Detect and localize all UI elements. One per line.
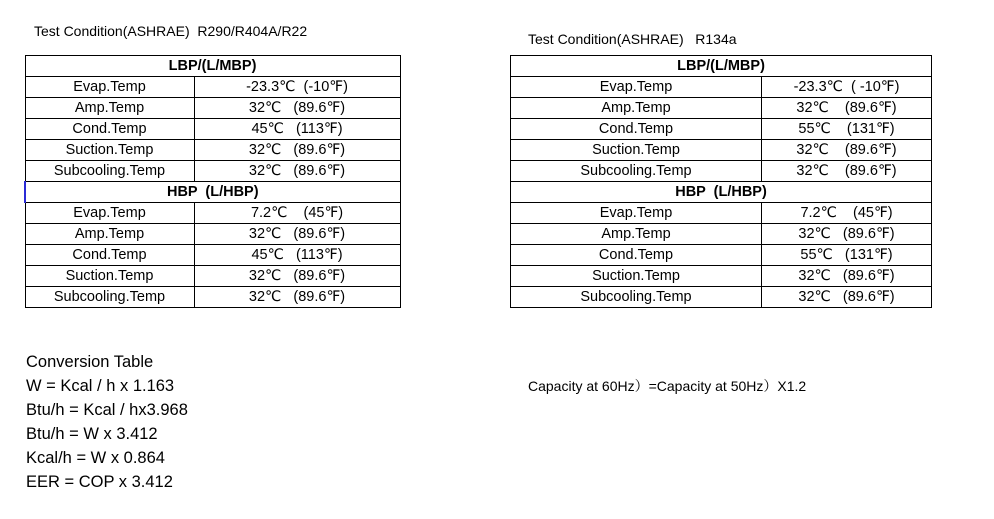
capacity-note: Capacity at 60Hz）=Capacity at 50Hz）X1.2 xyxy=(528,378,807,394)
lbp-header: LBP/(L/MBP) xyxy=(25,56,400,77)
row-value: 32℃ (89.6℉) xyxy=(762,98,932,119)
row-label: Amp.Temp xyxy=(25,98,194,119)
table-row xyxy=(25,98,400,119)
row-label: Subcooling.Temp xyxy=(25,287,194,308)
row-value: 32℃ (89.6℉) xyxy=(194,224,400,245)
row-value: 55℃ (131℉) xyxy=(762,119,932,140)
row-label: Cond.Temp xyxy=(511,119,762,140)
right-test-condition-table xyxy=(510,55,932,308)
lbp-header-row xyxy=(25,56,400,77)
row-value: 32℃ (89.6℉) xyxy=(762,161,932,182)
row-label: Evap.Temp xyxy=(25,77,194,98)
table-row xyxy=(511,224,932,245)
conversion-line: Btu/h = W x 3.412 xyxy=(26,425,158,443)
conversion-line: EER = COP x 3.412 xyxy=(26,473,173,491)
table-row xyxy=(511,98,932,119)
row-value: 32℃ (89.6℉) xyxy=(194,287,400,308)
table-row xyxy=(511,161,932,182)
right-test-condition-caption: Test Condition(ASHRAE) R134a xyxy=(528,31,737,47)
row-value: 32℃ (89.6℉) xyxy=(762,266,932,287)
row-label: Subcooling.Temp xyxy=(511,287,762,308)
row-label: Evap.Temp xyxy=(511,203,762,224)
row-label: Subcooling.Temp xyxy=(25,161,194,182)
table-row xyxy=(25,119,400,140)
row-label: Cond.Temp xyxy=(25,119,194,140)
conversion-line: Btu/h = Kcal / hx3.968 xyxy=(26,401,188,419)
row-label: Cond.Temp xyxy=(25,245,194,266)
table-row xyxy=(25,224,400,245)
row-value: 32℃ (89.6℉) xyxy=(194,140,400,161)
row-label: Evap.Temp xyxy=(25,203,194,224)
row-label: Amp.Temp xyxy=(511,224,762,245)
table-row xyxy=(25,266,400,287)
row-value: 45℃ (113℉) xyxy=(194,119,400,140)
row-value: 32℃ (89.6℉) xyxy=(194,161,400,182)
row-value: 7.2℃ (45℉) xyxy=(762,203,932,224)
row-value: 32℃ (89.6℉) xyxy=(762,287,932,308)
row-label: Suction.Temp xyxy=(511,266,762,287)
row-value: 55℃ (131℉) xyxy=(762,245,932,266)
row-label: Evap.Temp xyxy=(511,77,762,98)
table-row xyxy=(25,245,400,266)
table-row xyxy=(511,119,932,140)
row-label: Suction.Temp xyxy=(25,140,194,161)
row-value: -23.3℃ (-10℉) xyxy=(194,77,400,98)
hbp-header-row xyxy=(511,182,932,203)
row-value: -23.3℃ ( -10℉) xyxy=(762,77,932,98)
table-row xyxy=(25,287,400,308)
conversion-title: Conversion Table xyxy=(26,353,154,371)
conversion-line: W = Kcal / h x 1.163 xyxy=(26,377,175,395)
table-row xyxy=(25,203,400,224)
table-row xyxy=(511,140,932,161)
lbp-header: LBP/(L/MBP) xyxy=(511,56,932,77)
conversion-line: Kcal/h = W x 0.864 xyxy=(26,449,165,467)
table-row xyxy=(511,245,932,266)
table-row xyxy=(511,287,932,308)
row-value: 45℃ (113℉) xyxy=(194,245,400,266)
table-row xyxy=(511,77,932,98)
row-value: 32℃ (89.6℉) xyxy=(762,140,932,161)
row-label: Amp.Temp xyxy=(25,224,194,245)
table-row xyxy=(511,266,932,287)
row-label: Subcooling.Temp xyxy=(511,161,762,182)
row-label: Suction.Temp xyxy=(25,266,194,287)
row-value: 32℃ (89.6℉) xyxy=(762,224,932,245)
row-value: 32℃ (89.6℉) xyxy=(194,266,400,287)
hbp-header: HBP (L/HBP) xyxy=(511,182,932,203)
table-row xyxy=(511,203,932,224)
left-test-condition-table xyxy=(24,55,401,308)
conversion-table xyxy=(26,351,188,495)
lbp-header-row xyxy=(511,56,932,77)
table-row xyxy=(25,77,400,98)
hbp-header: HBP (L/HBP) xyxy=(25,182,400,203)
hbp-header-row xyxy=(25,182,400,203)
row-value: 7.2℃ (45℉) xyxy=(194,203,400,224)
row-label: Suction.Temp xyxy=(511,140,762,161)
left-test-condition-caption: Test Condition(ASHRAE) R290/R404A/R22 xyxy=(34,23,308,39)
table-row xyxy=(25,161,400,182)
row-label: Cond.Temp xyxy=(511,245,762,266)
table-row xyxy=(25,140,400,161)
row-label: Amp.Temp xyxy=(511,98,762,119)
row-value: 32℃ (89.6℉) xyxy=(194,98,400,119)
